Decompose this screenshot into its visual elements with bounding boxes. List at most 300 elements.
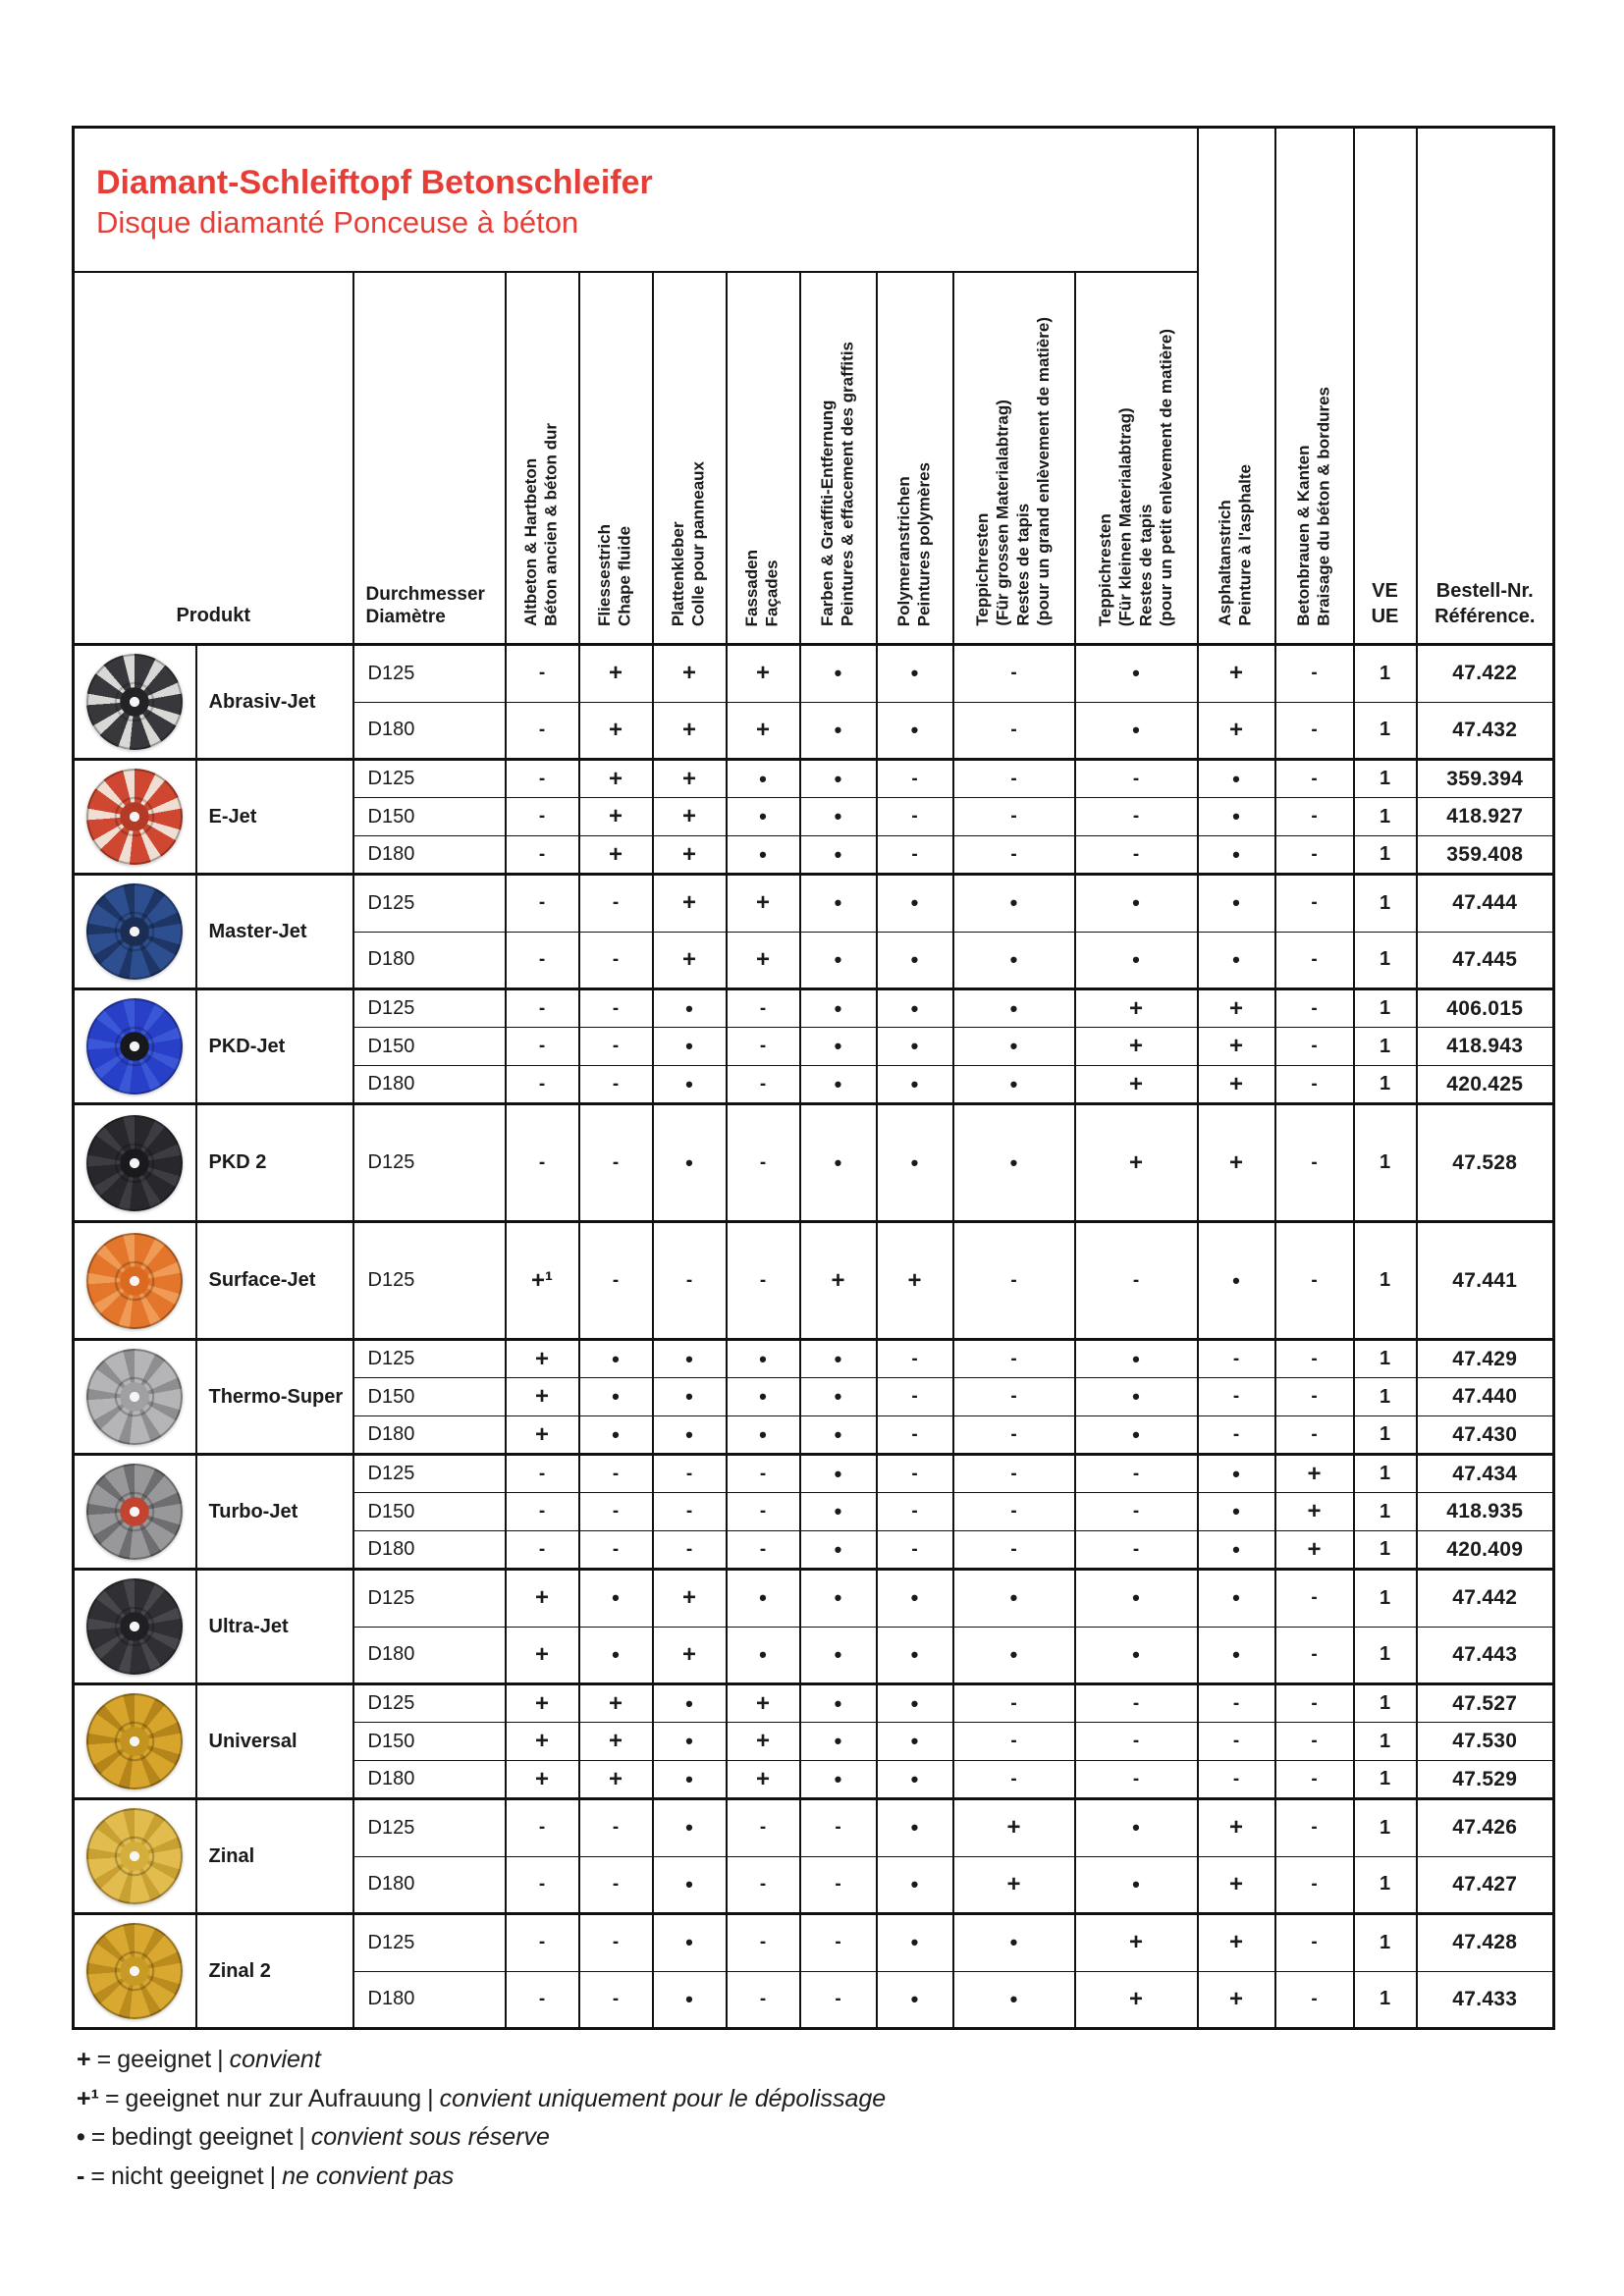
header-line-de: Asphaltanstrich <box>1216 500 1235 626</box>
product-name: Turbo-Jet <box>196 1455 353 1570</box>
order-number: 47.440 <box>1417 1378 1554 1416</box>
suitability-value: + <box>953 1856 1075 1914</box>
suitability-value: • <box>653 1104 727 1222</box>
suitability-value: - <box>1198 1723 1275 1761</box>
row-pkd-jet-d125 <box>74 989 1554 1028</box>
suitability-value: • <box>800 1028 877 1066</box>
suitability-value: - <box>506 932 579 989</box>
header-line-de: Teppichresten <box>1095 513 1114 626</box>
header-line-fr: Peintures & effacement des graffitis <box>838 341 857 626</box>
header-line-fr: Braisage du béton & bordures <box>1314 387 1333 626</box>
produkt-label: Produkt <box>176 605 251 626</box>
suitability-value: • <box>1075 1340 1198 1378</box>
suitability-value: - <box>877 798 953 836</box>
suitability-value: • <box>877 1971 953 2029</box>
suitability-value: • <box>953 989 1075 1028</box>
suitability-value: • <box>800 1455 877 1493</box>
ve-label-fr: UE <box>1371 606 1399 627</box>
suitability-value: • <box>653 1066 727 1104</box>
legend-bar: | <box>298 2123 305 2151</box>
product-image-cell <box>74 989 196 1104</box>
suitability-value: • <box>653 1799 727 1857</box>
suitability-value: + <box>579 702 653 760</box>
suitability-value: - <box>1075 1493 1198 1531</box>
column-header-fliessestrich <box>579 272 653 645</box>
suitability-value: - <box>877 760 953 798</box>
suitability-value: • <box>1075 1570 1198 1628</box>
suitability-value: - <box>953 1493 1075 1531</box>
suitability-value: - <box>953 645 1075 703</box>
order-number: 359.408 <box>1417 836 1554 875</box>
suitability-value: - <box>1275 1416 1354 1455</box>
suitability-value: - <box>506 645 579 703</box>
header-line-de: Betonbrauen & Kanten <box>1293 445 1313 626</box>
suitability-value: • <box>1198 1493 1275 1531</box>
header-line-fr: Colle pour panneaux <box>689 460 708 626</box>
row-e-jet-d125 <box>74 760 1554 798</box>
suitability-value: - <box>579 1531 653 1570</box>
suitability-value: - <box>953 836 1075 875</box>
suitability-value: • <box>953 875 1075 933</box>
suitability-value: • <box>877 1684 953 1723</box>
suitability-value: - <box>1275 932 1354 989</box>
product-image-cell <box>74 1340 196 1455</box>
suitability-value: • <box>800 1570 877 1628</box>
suitability-value: • <box>653 989 727 1028</box>
rotated-header-text <box>669 461 709 626</box>
suitability-value: + <box>727 1761 800 1799</box>
suitability-value: + <box>727 875 800 933</box>
suitability-value: - <box>727 1531 800 1570</box>
suitability-value: • <box>653 1416 727 1455</box>
header-line-fr2: (pour un petit enlèvement de matière) <box>1156 328 1175 626</box>
suitability-value: + <box>1075 1971 1198 2029</box>
suitability-value: - <box>1275 760 1354 798</box>
ve-value: 1 <box>1354 1028 1417 1066</box>
ve-value: 1 <box>1354 1570 1417 1628</box>
suitability-value: • <box>579 1416 653 1455</box>
rotated-header-text <box>1216 464 1256 626</box>
product-image-cell <box>74 1455 196 1570</box>
suitability-value: + <box>1198 1104 1275 1222</box>
product-name: Universal <box>196 1684 353 1799</box>
product-image-cell <box>74 1222 196 1340</box>
suitability-value: • <box>800 1684 877 1723</box>
product-image-cell <box>74 1684 196 1799</box>
order-number: 420.409 <box>1417 1531 1554 1570</box>
suitability-value: - <box>727 1493 800 1531</box>
order-number: 47.427 <box>1417 1856 1554 1914</box>
suitability-value: - <box>579 932 653 989</box>
rotated-header-text <box>595 524 635 626</box>
diameter-value: D180 <box>353 1856 506 1914</box>
legend-equals: = <box>104 2084 120 2112</box>
legend-equals: = <box>90 2123 106 2151</box>
suitability-value: - <box>953 1531 1075 1570</box>
rotated-header-text <box>742 550 783 626</box>
suitability-value: • <box>953 1104 1075 1222</box>
ve-value: 1 <box>1354 989 1417 1028</box>
suitability-value: - <box>579 1914 653 1972</box>
suitability-value: - <box>1075 1531 1198 1570</box>
suitability-value: • <box>1198 1531 1275 1570</box>
diameter-value: D125 <box>353 1799 506 1857</box>
ve-value: 1 <box>1354 1856 1417 1914</box>
suitability-value: + <box>506 1340 579 1378</box>
suitability-value: + <box>727 645 800 703</box>
header-line-de2: (Für grossen Materialabtrag) <box>993 400 1012 626</box>
diameter-value: D125 <box>353 1914 506 1972</box>
suitability-value: - <box>506 1914 579 1972</box>
header-line-fr: Chape fluide <box>616 525 634 626</box>
ve-value: 1 <box>1354 1222 1417 1340</box>
ve-value: 1 <box>1354 760 1417 798</box>
legend-text-de: bedingt geeignet <box>111 2123 294 2151</box>
rotated-header-text <box>1294 387 1334 626</box>
suitability-value: • <box>1198 932 1275 989</box>
suitability-value: - <box>727 1971 800 2029</box>
column-header-polymeranstrichen <box>877 272 953 645</box>
product-name: Ultra-Jet <box>196 1570 353 1684</box>
order-number: 47.430 <box>1417 1416 1554 1455</box>
suitability-value: - <box>727 1914 800 1972</box>
suitability-value: - <box>506 1856 579 1914</box>
suitability-value: • <box>653 1723 727 1761</box>
suitability-value: - <box>953 760 1075 798</box>
row-turbo-jet-d125 <box>74 1455 1554 1493</box>
zinal-2-wheel-image <box>86 1923 183 2019</box>
product-image-cell <box>74 1570 196 1684</box>
suitability-value: • <box>579 1570 653 1628</box>
suitability-value: + <box>1198 645 1275 703</box>
header-line-fr: Restes de tapis <box>1013 504 1033 626</box>
suitability-table <box>72 126 1555 2030</box>
column-header-teppichresten-gross <box>953 272 1075 645</box>
suitability-value: • <box>800 1723 877 1761</box>
suitability-value: - <box>506 1493 579 1531</box>
suitability-value: • <box>727 760 800 798</box>
ve-value: 1 <box>1354 1684 1417 1723</box>
column-header-farben-graffiti <box>800 272 877 645</box>
product-name: Zinal 2 <box>196 1914 353 2029</box>
suitability-value: - <box>727 1104 800 1222</box>
ve-value: 1 <box>1354 1378 1417 1416</box>
suitability-value: • <box>727 1378 800 1416</box>
suitability-value: + <box>653 702 727 760</box>
suitability-value: • <box>953 1066 1075 1104</box>
suitability-value: • <box>1198 760 1275 798</box>
suitability-value: • <box>1198 836 1275 875</box>
suitability-value: - <box>953 1761 1075 1799</box>
product-name: E-Jet <box>196 760 353 875</box>
diameter-value: D125 <box>353 1570 506 1628</box>
suitability-value: • <box>877 1627 953 1684</box>
ve-label-de: VE <box>1372 580 1398 602</box>
order-number: 47.441 <box>1417 1222 1554 1340</box>
order-number: 47.434 <box>1417 1455 1554 1493</box>
order-number-label-de: Bestell-Nr. <box>1435 580 1534 602</box>
product-image-cell <box>74 875 196 989</box>
suitability-value: - <box>877 1340 953 1378</box>
legend-text-fr: convient <box>229 2046 321 2073</box>
row-master-jet-d125 <box>74 875 1554 933</box>
thermo-super-wheel-image <box>86 1349 183 1445</box>
suitability-value: • <box>800 932 877 989</box>
product-image-cell <box>74 1104 196 1222</box>
suitability-value: + <box>653 645 727 703</box>
header-line-de: Farben & Graffiti-Entfernung <box>817 400 837 626</box>
suitability-value: + <box>727 702 800 760</box>
suitability-value: - <box>727 1222 800 1340</box>
suitability-value: • <box>800 1378 877 1416</box>
suitability-value: • <box>1198 798 1275 836</box>
suitability-value: + <box>506 1684 579 1723</box>
suitability-value: • <box>1198 1455 1275 1493</box>
suitability-value: • <box>1075 1627 1198 1684</box>
product-name: PKD 2 <box>196 1104 353 1222</box>
product-name: PKD-Jet <box>196 989 353 1104</box>
suitability-value: • <box>800 760 877 798</box>
ve-value: 1 <box>1354 1455 1417 1493</box>
column-header-teppichresten-klein <box>1075 272 1198 645</box>
suitability-value: + <box>579 836 653 875</box>
suitability-value: • <box>800 1493 877 1531</box>
suitability-value: • <box>877 1856 953 1914</box>
diameter-value: D180 <box>353 1761 506 1799</box>
suitability-value: • <box>1075 1416 1198 1455</box>
suitability-value: - <box>1075 1455 1198 1493</box>
suitability-value: + <box>1198 702 1275 760</box>
legend-line-aufrauung <box>77 2083 886 2115</box>
suitability-value: - <box>579 1971 653 2029</box>
suitability-value: - <box>800 1914 877 1972</box>
suitability-value: - <box>506 1455 579 1493</box>
suitability-value: + <box>1275 1455 1354 1493</box>
row-abrasiv-jet-d125 <box>74 645 1554 703</box>
suitability-value: + <box>579 798 653 836</box>
column-header-fassaden <box>727 272 800 645</box>
durchmesser-label-fr: Diamètre <box>365 607 446 628</box>
suitability-value: • <box>727 798 800 836</box>
suitability-value: - <box>579 1028 653 1066</box>
header-line-de: Teppichresten <box>973 513 993 626</box>
suitability-value: • <box>653 1378 727 1416</box>
suitability-value: - <box>1275 1971 1354 2029</box>
order-number: 47.443 <box>1417 1627 1554 1684</box>
legend-text-de: geeignet <box>117 2046 212 2073</box>
suitability-value: + <box>727 1723 800 1761</box>
suitability-value: - <box>727 1455 800 1493</box>
suitability-value: • <box>800 798 877 836</box>
suitability-value: + <box>1275 1531 1354 1570</box>
suitability-value: - <box>1275 1222 1354 1340</box>
diameter-value: D125 <box>353 1104 506 1222</box>
legend-bar: | <box>269 2162 277 2190</box>
suitability-value: + <box>953 1799 1075 1857</box>
rotated-header-text <box>818 342 858 626</box>
legend-equals: = <box>96 2046 112 2073</box>
order-number: 47.444 <box>1417 875 1554 933</box>
header-line-fr: Façades <box>763 559 782 626</box>
diameter-value: D180 <box>353 1416 506 1455</box>
suitability-value: - <box>1198 1340 1275 1378</box>
suitability-value: - <box>727 989 800 1028</box>
suitability-value: - <box>506 875 579 933</box>
suitability-value: - <box>506 989 579 1028</box>
suitability-value: • <box>800 836 877 875</box>
suitability-value: +¹ <box>506 1222 579 1340</box>
suitability-value: - <box>1075 1222 1198 1340</box>
order-number: 47.529 <box>1417 1761 1554 1799</box>
diameter-value: D150 <box>353 1028 506 1066</box>
header-line-de: Altbeton & Hartbeton <box>521 458 541 626</box>
suitability-value: • <box>1198 1222 1275 1340</box>
ve-value: 1 <box>1354 1416 1417 1455</box>
suitability-value: - <box>953 1222 1075 1340</box>
row-ultra-jet-d125 <box>74 1570 1554 1628</box>
suitability-value: • <box>877 645 953 703</box>
legend-equals: = <box>90 2162 105 2190</box>
diameter-value: D125 <box>353 1340 506 1378</box>
diameter-value: D180 <box>353 1627 506 1684</box>
suitability-value: - <box>877 836 953 875</box>
ve-value: 1 <box>1354 1627 1417 1684</box>
suitability-value: - <box>1198 1416 1275 1455</box>
suitability-value: - <box>953 1416 1075 1455</box>
suitability-value: + <box>1275 1493 1354 1531</box>
suitability-value: - <box>1275 1684 1354 1723</box>
suitability-value: + <box>506 1570 579 1628</box>
product-image-cell <box>74 760 196 875</box>
suitability-value: - <box>653 1531 727 1570</box>
diameter-value: D180 <box>353 702 506 760</box>
surface-jet-wheel-image <box>86 1233 183 1329</box>
order-number: 418.943 <box>1417 1028 1554 1066</box>
suitability-value: • <box>800 645 877 703</box>
suitability-value: - <box>1275 1856 1354 1914</box>
suitability-value: + <box>579 1684 653 1723</box>
order-number-label-fr: Référence. <box>1435 606 1536 627</box>
suitability-value: - <box>800 1856 877 1914</box>
suitability-value: - <box>953 798 1075 836</box>
suitability-value: • <box>1075 1378 1198 1416</box>
suitability-value: - <box>579 875 653 933</box>
suitability-value: - <box>953 1378 1075 1416</box>
ve-value: 1 <box>1354 1104 1417 1222</box>
column-header-betonbrauen-kanten <box>1275 128 1354 645</box>
ve-value: 1 <box>1354 702 1417 760</box>
suitability-value: + <box>1198 1799 1275 1857</box>
suitability-value: - <box>1075 1684 1198 1723</box>
ve-value: 1 <box>1354 1971 1417 2029</box>
suitability-value: • <box>877 1761 953 1799</box>
ve-value: 1 <box>1354 1340 1417 1378</box>
legend-line-geeignet <box>77 2044 886 2076</box>
row-universal-d125 <box>74 1684 1554 1723</box>
ve-value: 1 <box>1354 875 1417 933</box>
suitability-value: - <box>579 989 653 1028</box>
legend-text-fr: convient sous réserve <box>310 2123 550 2151</box>
suitability-value: • <box>800 989 877 1028</box>
suitability-value: - <box>1275 1799 1354 1857</box>
suitability-value: - <box>877 1416 953 1455</box>
pkd-2-wheel-image <box>86 1115 183 1211</box>
column-header-asphaltanstrich <box>1198 128 1275 645</box>
suitability-value: - <box>1275 1104 1354 1222</box>
suitability-value: - <box>953 1455 1075 1493</box>
legend-symbol-minus: - <box>77 2162 85 2190</box>
column-header-altbeton-hartbeton <box>506 272 579 645</box>
order-number: 47.445 <box>1417 932 1554 989</box>
diameter-value: D125 <box>353 645 506 703</box>
suitability-value: + <box>1198 1028 1275 1066</box>
row-pkd-2-d125 <box>74 1104 1554 1222</box>
suitability-value: - <box>953 1723 1075 1761</box>
suitability-value: + <box>1198 1856 1275 1914</box>
suitability-value: - <box>506 1028 579 1066</box>
suitability-value: - <box>506 1971 579 2029</box>
suitability-value: + <box>1198 1066 1275 1104</box>
suitability-value: • <box>1075 702 1198 760</box>
suitability-value: + <box>579 645 653 703</box>
suitability-value: - <box>877 1531 953 1570</box>
ve-value: 1 <box>1354 1531 1417 1570</box>
suitability-value: - <box>800 1971 877 2029</box>
ve-value: 1 <box>1354 836 1417 875</box>
diameter-value: D150 <box>353 1493 506 1531</box>
order-number: 420.425 <box>1417 1066 1554 1104</box>
suitability-value: • <box>1198 1570 1275 1628</box>
row-surface-jet-d125 <box>74 1222 1554 1340</box>
ve-value: 1 <box>1354 1914 1417 1972</box>
pkd-jet-wheel-image <box>86 998 183 1095</box>
diameter-value: D180 <box>353 836 506 875</box>
suitability-value: • <box>727 1340 800 1378</box>
suitability-value: + <box>506 1378 579 1416</box>
legend-text-de: nicht geeignet <box>110 2162 264 2190</box>
turbo-jet-wheel-image <box>86 1464 183 1560</box>
suitability-value: + <box>506 1416 579 1455</box>
suitability-value: - <box>1275 1066 1354 1104</box>
suitability-value: + <box>1198 1914 1275 1972</box>
suitability-value: • <box>800 875 877 933</box>
abrasiv-jet-wheel-image <box>86 654 183 750</box>
product-name: Abrasiv-Jet <box>196 645 353 760</box>
suitability-value: • <box>1075 1799 1198 1857</box>
suitability-value: - <box>953 1684 1075 1723</box>
suitability-value: • <box>877 1723 953 1761</box>
suitability-value: + <box>506 1761 579 1799</box>
product-name: Thermo-Super <box>196 1340 353 1455</box>
legend-symbol-dot: • <box>77 2123 85 2151</box>
suitability-value: + <box>1075 1914 1198 1972</box>
suitability-value: - <box>1075 836 1198 875</box>
header-line-de2: (Für kleinen Materialabtrag) <box>1115 407 1135 626</box>
diameter-value: D150 <box>353 798 506 836</box>
order-number: 47.428 <box>1417 1914 1554 1972</box>
suitability-value: • <box>877 932 953 989</box>
order-number: 47.442 <box>1417 1570 1554 1628</box>
legend-text-fr: convient uniquement pour le dépolissage <box>439 2084 887 2112</box>
suitability-value: - <box>1275 645 1354 703</box>
suitability-value: - <box>506 1531 579 1570</box>
suitability-value: - <box>1275 836 1354 875</box>
suitability-value: • <box>1198 1627 1275 1684</box>
suitability-value: • <box>727 1627 800 1684</box>
suitability-value: - <box>579 1799 653 1857</box>
suitability-value: + <box>800 1222 877 1340</box>
rotated-header-text <box>1096 329 1177 626</box>
